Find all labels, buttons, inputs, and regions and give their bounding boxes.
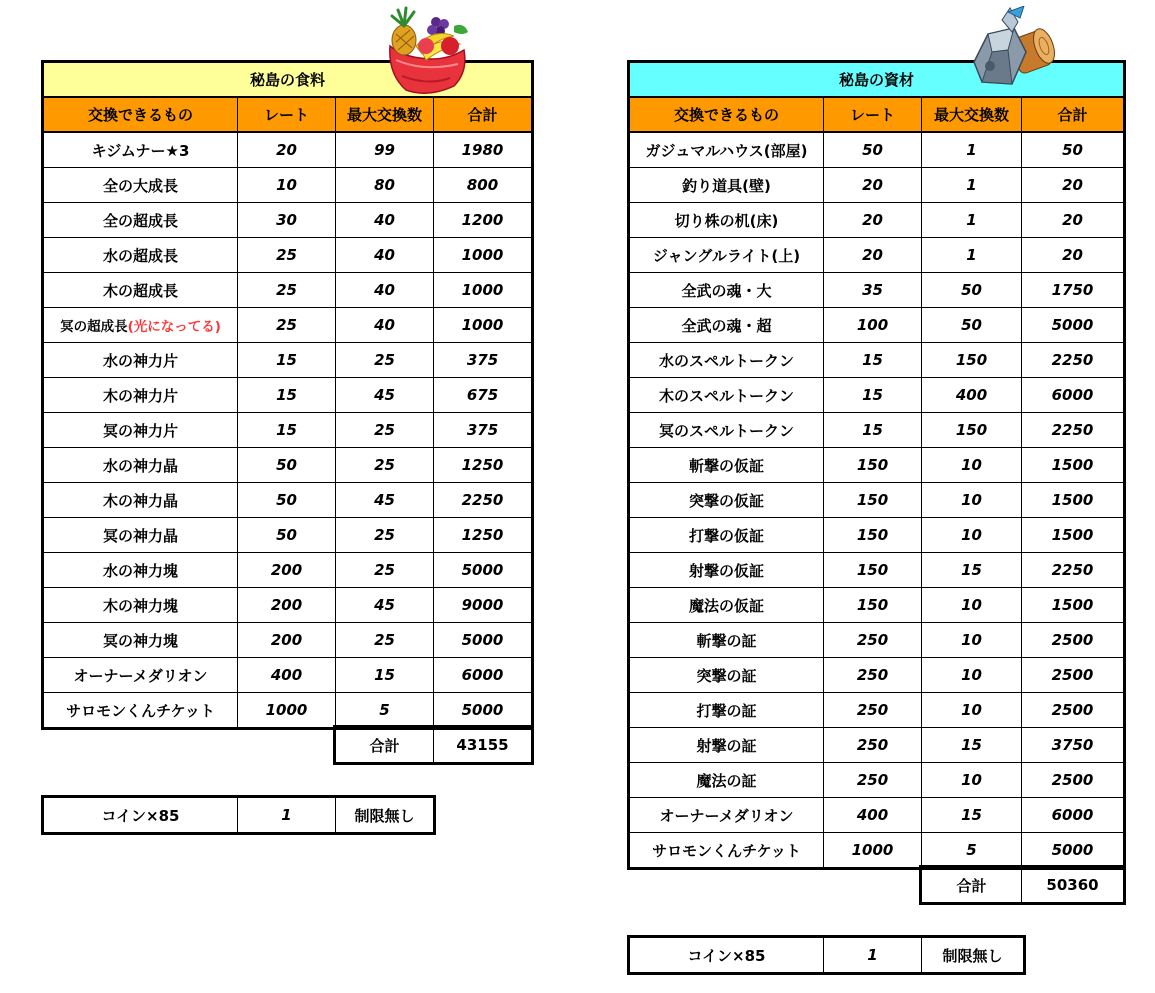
item-name: 魔法の証	[629, 763, 824, 798]
rate: 50	[238, 448, 336, 483]
rate: 250	[824, 728, 922, 763]
item-name: 釣り道具(壁)	[629, 168, 824, 203]
max-exchange: 40	[336, 273, 434, 308]
materials-exchange-table	[627, 60, 1126, 870]
column-header: レート	[824, 97, 922, 132]
table-row	[43, 623, 533, 658]
rate: 25	[238, 238, 336, 273]
item-name: サロモンくんチケット	[43, 693, 238, 729]
max-exchange: 25	[336, 553, 434, 588]
coin-limit: 制限無し	[922, 937, 1025, 974]
rate: 100	[824, 308, 922, 343]
rate: 25	[238, 308, 336, 343]
table-row	[629, 588, 1125, 623]
table-row	[629, 168, 1125, 203]
table-row	[629, 798, 1125, 833]
table-row	[629, 343, 1125, 378]
subtotal: 1750	[1022, 273, 1125, 308]
subtotal: 9000	[434, 588, 533, 623]
table-row	[43, 448, 533, 483]
rate: 15	[824, 343, 922, 378]
max-exchange: 15	[922, 798, 1022, 833]
item-name: オーナーメダリオン	[629, 798, 824, 833]
rate: 10	[238, 168, 336, 203]
item-name: 木の超成長	[43, 273, 238, 308]
subtotal: 1250	[434, 448, 533, 483]
rate: 200	[238, 588, 336, 623]
rate: 20	[824, 168, 922, 203]
item-name: ガジュマルハウス(部屋)	[629, 132, 824, 168]
max-exchange: 15	[336, 658, 434, 693]
fruit-basket-icon	[384, 6, 474, 96]
rate: 250	[824, 763, 922, 798]
item-name: 斬撃の証	[629, 623, 824, 658]
food-total-table	[333, 725, 534, 765]
table-row	[629, 833, 1125, 869]
rate: 15	[238, 413, 336, 448]
subtotal: 1250	[434, 518, 533, 553]
subtotal: 1500	[1022, 483, 1125, 518]
rate: 150	[824, 483, 922, 518]
item-name: 水の神力塊	[43, 553, 238, 588]
item-name: キジムナー★3	[43, 132, 238, 168]
subtotal: 2250	[434, 483, 533, 518]
item-name: 射撃の証	[629, 728, 824, 763]
item-name: 魔法の仮証	[629, 588, 824, 623]
item-name: ジャングルライト(上)	[629, 238, 824, 273]
food-exchange-table	[41, 60, 534, 730]
rate: 20	[824, 203, 922, 238]
rate: 1000	[824, 833, 922, 869]
rate: 50	[238, 518, 336, 553]
materials-total-table	[919, 865, 1126, 905]
rate: 35	[824, 273, 922, 308]
table-row	[43, 308, 533, 343]
table-row	[629, 132, 1125, 168]
max-exchange: 1	[922, 168, 1022, 203]
item-name: 斬撃の仮証	[629, 448, 824, 483]
rate: 15	[238, 378, 336, 413]
subtotal: 1500	[1022, 448, 1125, 483]
total-label: 合計	[335, 727, 434, 764]
subtotal: 1000	[434, 308, 533, 343]
subtotal: 5000	[1022, 833, 1125, 869]
table-row	[43, 273, 533, 308]
column-header: 合計	[434, 97, 533, 132]
table-row	[629, 623, 1125, 658]
table-row	[629, 763, 1125, 798]
table-row	[43, 693, 533, 729]
max-exchange: 40	[336, 308, 434, 343]
item-name: 切り株の机(床)	[629, 203, 824, 238]
column-header: 合計	[1022, 97, 1125, 132]
subtotal: 6000	[1022, 798, 1125, 833]
item-name: 突撃の仮証	[629, 483, 824, 518]
food-coin-table	[41, 795, 436, 835]
table-row	[43, 132, 533, 168]
item-name: 全武の魂・超	[629, 308, 824, 343]
subtotal: 20	[1022, 203, 1125, 238]
table-row	[43, 203, 533, 238]
subtotal: 800	[434, 168, 533, 203]
item-name: 木の神力塊	[43, 588, 238, 623]
total-value: 50360	[1022, 867, 1125, 904]
header-row	[43, 97, 533, 132]
subtotal: 2250	[1022, 413, 1125, 448]
materials-icon	[968, 6, 1058, 96]
subtotal: 50	[1022, 132, 1125, 168]
max-exchange: 10	[922, 693, 1022, 728]
rate: 250	[824, 658, 922, 693]
table-row	[43, 238, 533, 273]
table-row	[43, 378, 533, 413]
max-exchange: 10	[922, 518, 1022, 553]
total-label: 合計	[921, 867, 1022, 904]
rate: 1000	[238, 693, 336, 729]
rate: 25	[238, 273, 336, 308]
max-exchange: 400	[922, 378, 1022, 413]
table-row	[629, 273, 1125, 308]
item-name: オーナーメダリオン	[43, 658, 238, 693]
item-name: 全の超成長	[43, 203, 238, 238]
rate: 20	[238, 132, 336, 168]
max-exchange: 80	[336, 168, 434, 203]
subtotal: 5000	[434, 693, 533, 729]
total-value: 43155	[434, 727, 533, 764]
rate: 150	[824, 448, 922, 483]
table-row	[629, 553, 1125, 588]
table-row	[629, 448, 1125, 483]
table-row	[629, 378, 1125, 413]
table-row	[629, 238, 1125, 273]
table-title: 秘島の資材	[629, 62, 1125, 98]
item-name: 全の大成長	[43, 168, 238, 203]
header-row	[629, 97, 1125, 132]
item-name: 冥のスペルトークン	[629, 413, 824, 448]
table-row	[629, 728, 1125, 763]
max-exchange: 99	[336, 132, 434, 168]
item-name: 木の神力片	[43, 378, 238, 413]
item-name	[43, 308, 238, 343]
rate: 15	[238, 343, 336, 378]
subtotal: 6000	[1022, 378, 1125, 413]
subtotal: 5000	[434, 553, 533, 588]
max-exchange: 10	[922, 588, 1022, 623]
item-name: 水の超成長	[43, 238, 238, 273]
item-name: 全武の魂・大	[629, 273, 824, 308]
column-header: 交換できるもの	[629, 97, 824, 132]
max-exchange: 25	[336, 413, 434, 448]
subtotal: 5000	[1022, 308, 1125, 343]
subtotal: 1980	[434, 132, 533, 168]
rate: 250	[824, 623, 922, 658]
coin-item: コイン×85	[43, 797, 238, 834]
rate: 150	[824, 553, 922, 588]
max-exchange: 45	[336, 483, 434, 518]
subtotal: 1500	[1022, 588, 1125, 623]
table-row	[43, 658, 533, 693]
max-exchange: 25	[336, 448, 434, 483]
subtotal: 6000	[434, 658, 533, 693]
subtotal: 1000	[434, 273, 533, 308]
max-exchange: 15	[922, 553, 1022, 588]
max-exchange: 45	[336, 588, 434, 623]
table-row	[629, 658, 1125, 693]
max-exchange: 25	[336, 623, 434, 658]
rate: 20	[824, 238, 922, 273]
max-exchange: 40	[336, 238, 434, 273]
max-exchange: 40	[336, 203, 434, 238]
item-name: 水の神力晶	[43, 448, 238, 483]
subtotal: 3750	[1022, 728, 1125, 763]
subtotal: 20	[1022, 238, 1125, 273]
rate: 30	[238, 203, 336, 238]
table-row	[629, 413, 1125, 448]
rate: 50	[238, 483, 336, 518]
max-exchange: 150	[922, 343, 1022, 378]
table-row	[43, 413, 533, 448]
rate: 150	[824, 588, 922, 623]
subtotal: 2500	[1022, 658, 1125, 693]
rate: 400	[824, 798, 922, 833]
item-name: 木のスペルトークン	[629, 378, 824, 413]
rate: 15	[824, 413, 922, 448]
max-exchange: 10	[922, 623, 1022, 658]
max-exchange: 25	[336, 518, 434, 553]
table-row	[43, 168, 533, 203]
table-row	[43, 588, 533, 623]
subtotal: 2500	[1022, 623, 1125, 658]
item-name: 冥の神力晶	[43, 518, 238, 553]
table-row	[43, 553, 533, 588]
rate: 250	[824, 693, 922, 728]
table-row	[43, 483, 533, 518]
column-header: 交換できるもの	[43, 97, 238, 132]
rate: 50	[824, 132, 922, 168]
item-name: 水のスペルトークン	[629, 343, 824, 378]
item-name-text: 冥の超成長	[60, 319, 128, 335]
coin-rate: 1	[238, 797, 336, 834]
table-row	[43, 343, 533, 378]
subtotal: 1000	[434, 238, 533, 273]
max-exchange: 10	[922, 448, 1022, 483]
item-note: (光になってる)	[127, 319, 221, 335]
column-header: 最大交換数	[922, 97, 1022, 132]
item-name: サロモンくんチケット	[629, 833, 824, 869]
item-name: 打撃の仮証	[629, 518, 824, 553]
max-exchange: 10	[922, 658, 1022, 693]
table-row	[629, 693, 1125, 728]
item-name: 木の神力晶	[43, 483, 238, 518]
rate: 200	[238, 553, 336, 588]
max-exchange: 25	[336, 343, 434, 378]
subtotal: 5000	[434, 623, 533, 658]
max-exchange: 10	[922, 483, 1022, 518]
max-exchange: 50	[922, 273, 1022, 308]
max-exchange: 45	[336, 378, 434, 413]
subtotal: 20	[1022, 168, 1125, 203]
rate: 200	[238, 623, 336, 658]
materials-coin-table	[627, 935, 1026, 975]
table-row	[629, 203, 1125, 238]
subtotal: 1200	[434, 203, 533, 238]
table-title: 秘島の食料	[43, 62, 533, 98]
max-exchange: 50	[922, 308, 1022, 343]
max-exchange: 10	[922, 763, 1022, 798]
item-name: 射撃の仮証	[629, 553, 824, 588]
subtotal: 1500	[1022, 518, 1125, 553]
max-exchange: 150	[922, 413, 1022, 448]
rate: 400	[238, 658, 336, 693]
item-name: 打撃の証	[629, 693, 824, 728]
table-row	[629, 483, 1125, 518]
subtotal: 375	[434, 343, 533, 378]
item-name: 冥の神力塊	[43, 623, 238, 658]
item-name: 突撃の証	[629, 658, 824, 693]
table-row	[43, 518, 533, 553]
subtotal: 375	[434, 413, 533, 448]
rate: 150	[824, 518, 922, 553]
subtotal: 2500	[1022, 763, 1125, 798]
item-name: 水の神力片	[43, 343, 238, 378]
coin-item: コイン×85	[629, 937, 824, 974]
max-exchange: 1	[922, 238, 1022, 273]
table-row	[629, 518, 1125, 553]
column-header: 最大交換数	[336, 97, 434, 132]
subtotal: 2500	[1022, 693, 1125, 728]
subtotal: 675	[434, 378, 533, 413]
rate: 15	[824, 378, 922, 413]
max-exchange: 5	[922, 833, 1022, 869]
max-exchange: 1	[922, 203, 1022, 238]
coin-limit: 制限無し	[336, 797, 435, 834]
column-header: レート	[238, 97, 336, 132]
item-name: 冥の神力片	[43, 413, 238, 448]
max-exchange: 1	[922, 132, 1022, 168]
max-exchange: 15	[922, 728, 1022, 763]
subtotal: 2250	[1022, 343, 1125, 378]
max-exchange: 5	[336, 693, 434, 729]
subtotal: 2250	[1022, 553, 1125, 588]
table-row	[629, 308, 1125, 343]
coin-rate: 1	[824, 937, 922, 974]
